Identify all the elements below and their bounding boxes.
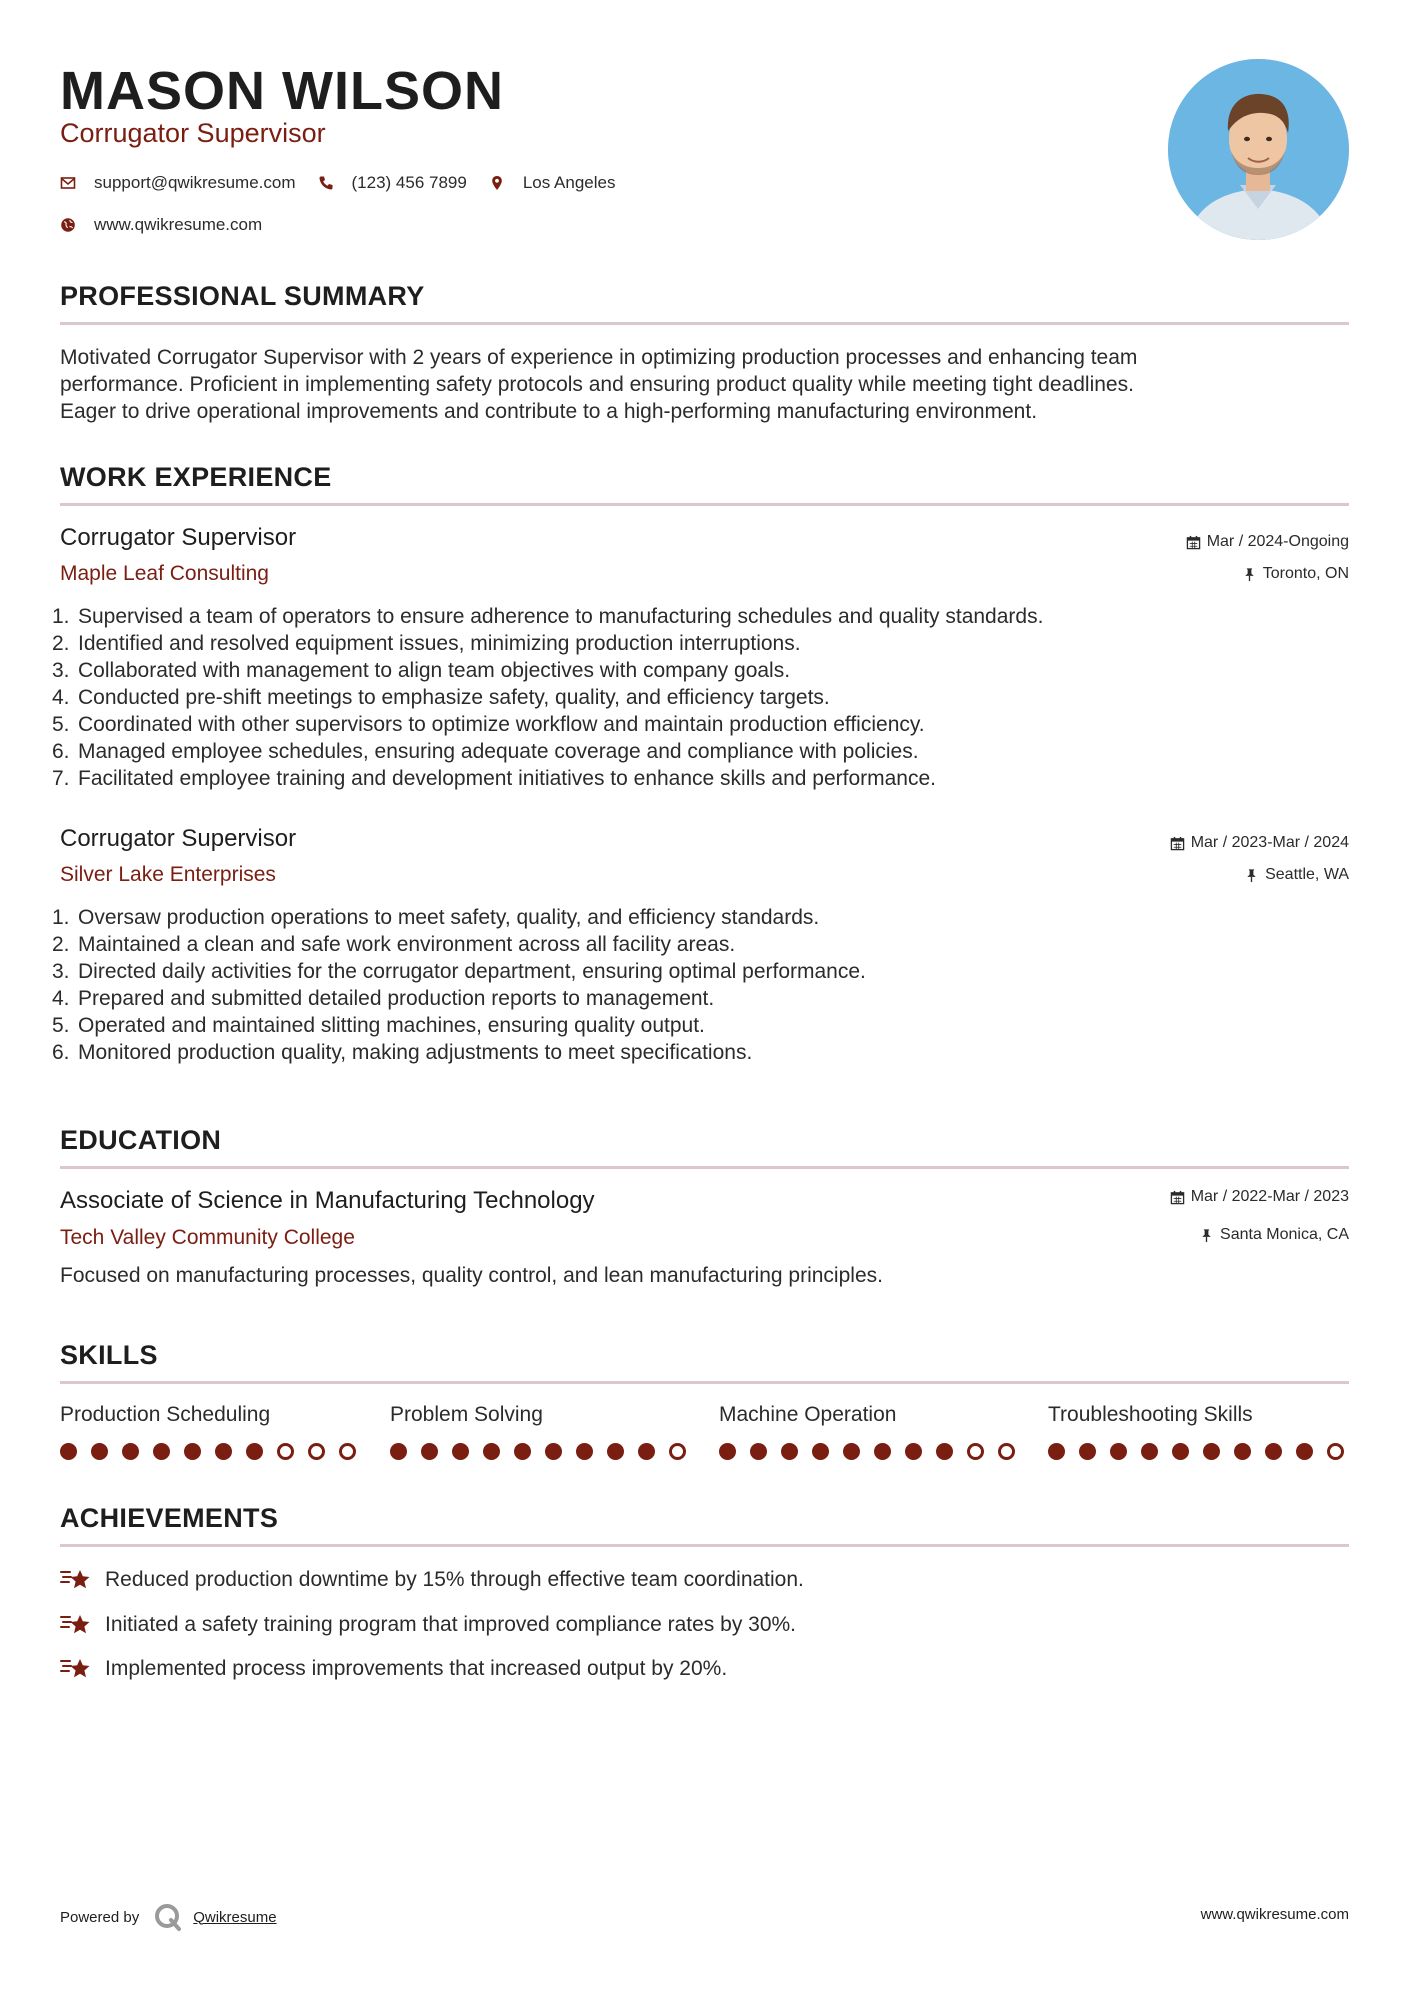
skill-name: Production Scheduling bbox=[60, 1403, 271, 1426]
skill-rating bbox=[1048, 1443, 1358, 1460]
list-item: 2. Identified and resolved equipment issues, minimizing production interruptions. bbox=[52, 632, 801, 655]
map-pin-icon bbox=[489, 175, 505, 191]
rating-dot-filled bbox=[781, 1443, 798, 1460]
rating-dot-filled bbox=[1265, 1443, 1282, 1460]
pushpin-icon bbox=[1244, 868, 1259, 883]
rating-dot-filled bbox=[750, 1443, 767, 1460]
phone-icon bbox=[318, 175, 334, 191]
rating-dot-filled bbox=[390, 1443, 407, 1460]
list-item: 2. Maintained a clean and safe work environment across all facility areas. bbox=[52, 933, 736, 956]
list-item: 3. Collaborated with management to align team objectives with company goals. bbox=[52, 659, 791, 682]
contact-row-2 bbox=[60, 215, 284, 235]
rating-dot-filled bbox=[1234, 1443, 1251, 1460]
skill-item bbox=[719, 1403, 1019, 1427]
candidate-name: MASON WILSON bbox=[60, 61, 504, 121]
skill-name: Machine Operation bbox=[719, 1403, 897, 1426]
rating-dot-filled bbox=[452, 1443, 469, 1460]
achievements-divider bbox=[60, 1544, 1349, 1547]
email-text: support@qwikresume.com bbox=[94, 173, 296, 192]
rating-dot-filled bbox=[215, 1443, 232, 1460]
rating-dot-filled bbox=[936, 1443, 953, 1460]
rating-dot-filled bbox=[874, 1443, 891, 1460]
skill-name: Troubleshooting Skills bbox=[1048, 1403, 1253, 1426]
achievement-text: Initiated a safety training program that improved compliance rates by 30%. bbox=[105, 1613, 797, 1636]
experience-heading: WORK EXPERIENCE bbox=[60, 462, 332, 492]
skill-item bbox=[1048, 1403, 1348, 1427]
contact-email[interactable] bbox=[60, 173, 296, 193]
list-item: 4. Prepared and submitted detailed production reports to management. bbox=[52, 987, 715, 1010]
rating-dot-filled bbox=[1079, 1443, 1096, 1460]
rating-dot-filled bbox=[545, 1443, 562, 1460]
job-location bbox=[1244, 866, 1349, 884]
job-location-text: Toronto, ON bbox=[1262, 565, 1349, 582]
powered-by-label: Powered by bbox=[60, 1908, 140, 1926]
brand-link[interactable]: Qwikresume bbox=[193, 1908, 277, 1926]
list-item: 1. Supervised a team of operators to ensure adherence to manufacturing schedules and quality standards. bbox=[52, 605, 1044, 628]
rating-dot-filled bbox=[246, 1443, 263, 1460]
skill-rating bbox=[390, 1443, 700, 1460]
list-item: 6. Monitored production quality, making adjustments to meet specifications. bbox=[52, 1041, 753, 1064]
rating-dot-empty bbox=[339, 1443, 356, 1460]
job-company: Maple Leaf Consulting bbox=[60, 562, 269, 585]
rating-dot-filled bbox=[719, 1443, 736, 1460]
rating-dot-filled bbox=[638, 1443, 655, 1460]
achievement-item bbox=[60, 1567, 804, 1593]
footer-website[interactable]: www.qwikresume.com bbox=[1200, 1906, 1349, 1923]
job-title: Corrugator Supervisor bbox=[60, 825, 297, 852]
list-item: 1. Oversaw production operations to meet safety, quality, and efficiency standards. bbox=[52, 906, 820, 929]
rating-dot-filled bbox=[843, 1443, 860, 1460]
summary-line: Eager to drive operational improvements and contribute to a high-performing manufacturing environment. bbox=[60, 400, 1038, 423]
rating-dot-filled bbox=[1141, 1443, 1158, 1460]
shooting-star-icon bbox=[60, 1656, 92, 1682]
rating-dot-filled bbox=[812, 1443, 829, 1460]
skill-rating bbox=[719, 1443, 1029, 1460]
skills-divider bbox=[60, 1381, 1349, 1384]
education-divider bbox=[60, 1166, 1349, 1169]
rating-dot-filled bbox=[60, 1443, 77, 1460]
pushpin-icon bbox=[1242, 567, 1257, 582]
envelope-icon bbox=[60, 175, 76, 191]
rating-dot-empty bbox=[967, 1443, 984, 1460]
rating-dot-filled bbox=[514, 1443, 531, 1460]
job-company: Silver Lake Enterprises bbox=[60, 863, 276, 886]
job-location-text: Seattle, WA bbox=[1265, 866, 1349, 883]
calendar-icon bbox=[1186, 535, 1201, 550]
website-text: www.qwikresume.com bbox=[94, 215, 263, 234]
rating-dot-filled bbox=[1203, 1443, 1220, 1460]
rating-dot-filled bbox=[153, 1443, 170, 1460]
rating-dot-empty bbox=[308, 1443, 325, 1460]
rating-dot-filled bbox=[421, 1443, 438, 1460]
rating-dot-filled bbox=[184, 1443, 201, 1460]
achievement-item bbox=[60, 1612, 796, 1638]
education-heading: EDUCATION bbox=[60, 1125, 222, 1155]
education-description: Focused on manufacturing processes, quality control, and lean manufacturing principles. bbox=[60, 1264, 883, 1287]
list-item: 3. Directed daily activities for the corrugator department, ensuring optimal performance. bbox=[52, 960, 866, 983]
rating-dot-filled bbox=[1110, 1443, 1127, 1460]
list-item: 7. Facilitated employee training and development initiatives to enhance skills and performance. bbox=[52, 767, 936, 790]
rating-dot-filled bbox=[576, 1443, 593, 1460]
achievement-item bbox=[60, 1656, 727, 1682]
experience-divider bbox=[60, 503, 1349, 506]
job-dates bbox=[1186, 533, 1349, 551]
calendar-icon bbox=[1170, 1190, 1185, 1205]
phone-text: (123) 456 7899 bbox=[351, 173, 467, 192]
calendar-icon bbox=[1170, 836, 1185, 851]
rating-dot-filled bbox=[607, 1443, 624, 1460]
list-item: 4. Conducted pre-shift meetings to emphasize safety, quality, and efficiency targets. bbox=[52, 686, 830, 709]
rating-dot-empty bbox=[998, 1443, 1015, 1460]
skill-item bbox=[60, 1403, 360, 1427]
footer-powered-by bbox=[60, 1902, 277, 1932]
contact-website[interactable] bbox=[60, 215, 262, 235]
list-item: 5. Operated and maintained slitting machines, ensuring quality output. bbox=[52, 1014, 705, 1037]
skill-rating bbox=[60, 1443, 370, 1460]
contact-location bbox=[489, 173, 616, 193]
education-location-text: Santa Monica, CA bbox=[1220, 1226, 1349, 1243]
rating-dot-filled bbox=[483, 1443, 500, 1460]
degree-title: Associate of Science in Manufacturing Technology bbox=[60, 1187, 595, 1214]
achievements-heading: ACHIEVEMENTS bbox=[60, 1503, 279, 1533]
education-dates bbox=[1170, 1188, 1349, 1206]
rating-dot-empty bbox=[669, 1443, 686, 1460]
rating-dot-filled bbox=[1172, 1443, 1189, 1460]
job-title: Corrugator Supervisor bbox=[60, 524, 297, 551]
job-responsibilities bbox=[52, 603, 1342, 792]
contact-row-1 bbox=[60, 173, 637, 193]
skill-name: Problem Solving bbox=[390, 1403, 543, 1426]
shooting-star-icon bbox=[60, 1567, 92, 1593]
rating-dot-empty bbox=[277, 1443, 294, 1460]
rating-dot-filled bbox=[1296, 1443, 1313, 1460]
list-item: 6. Managed employee schedules, ensuring adequate coverage and compliance with policies. bbox=[52, 740, 919, 763]
school-name: Tech Valley Community College bbox=[60, 1226, 355, 1249]
job-dates-text: Mar / 2024-Ongoing bbox=[1206, 533, 1349, 550]
job-responsibilities bbox=[52, 904, 1342, 1066]
skill-item bbox=[390, 1403, 690, 1427]
globe-icon bbox=[60, 217, 76, 233]
avatar bbox=[1168, 59, 1349, 240]
location-text: Los Angeles bbox=[522, 173, 616, 192]
shooting-star-icon bbox=[60, 1612, 92, 1638]
achievement-text: Implemented process improvements that increased output by 20%. bbox=[105, 1657, 728, 1680]
rating-dot-filled bbox=[122, 1443, 139, 1460]
profile-photo bbox=[1168, 59, 1349, 240]
rating-dot-empty bbox=[1327, 1443, 1344, 1460]
job-location bbox=[1242, 565, 1349, 583]
summary-heading: PROFESSIONAL SUMMARY bbox=[60, 281, 425, 311]
rating-dot-filled bbox=[91, 1443, 108, 1460]
summary-divider bbox=[60, 322, 1349, 325]
rating-dot-filled bbox=[1048, 1443, 1065, 1460]
job-dates bbox=[1170, 834, 1349, 852]
contact-phone[interactable] bbox=[318, 173, 467, 193]
candidate-role: Corrugator Supervisor bbox=[60, 118, 326, 148]
summary-line: performance. Proficient in implementing safety protocols and ensuring product quality while meeting tight deadlines. bbox=[60, 373, 1134, 396]
summary-text bbox=[60, 344, 1349, 425]
rating-dot-filled bbox=[905, 1443, 922, 1460]
pushpin-icon bbox=[1199, 1228, 1214, 1243]
qwikresume-logo-icon bbox=[153, 1902, 183, 1932]
skills-heading: SKILLS bbox=[60, 1340, 158, 1370]
education-dates-text: Mar / 2022-Mar / 2023 bbox=[1190, 1188, 1349, 1205]
job-dates-text: Mar / 2023-Mar / 2024 bbox=[1190, 834, 1349, 851]
education-location bbox=[1199, 1226, 1349, 1244]
achievement-text: Reduced production downtime by 15% through effective team coordination. bbox=[105, 1568, 804, 1591]
list-item: 5. Coordinated with other supervisors to optimize workflow and maintain production efficiency. bbox=[52, 713, 925, 736]
summary-line: Motivated Corrugator Supervisor with 2 years of experience in optimizing production processes and enhancing team bbox=[60, 346, 1138, 369]
